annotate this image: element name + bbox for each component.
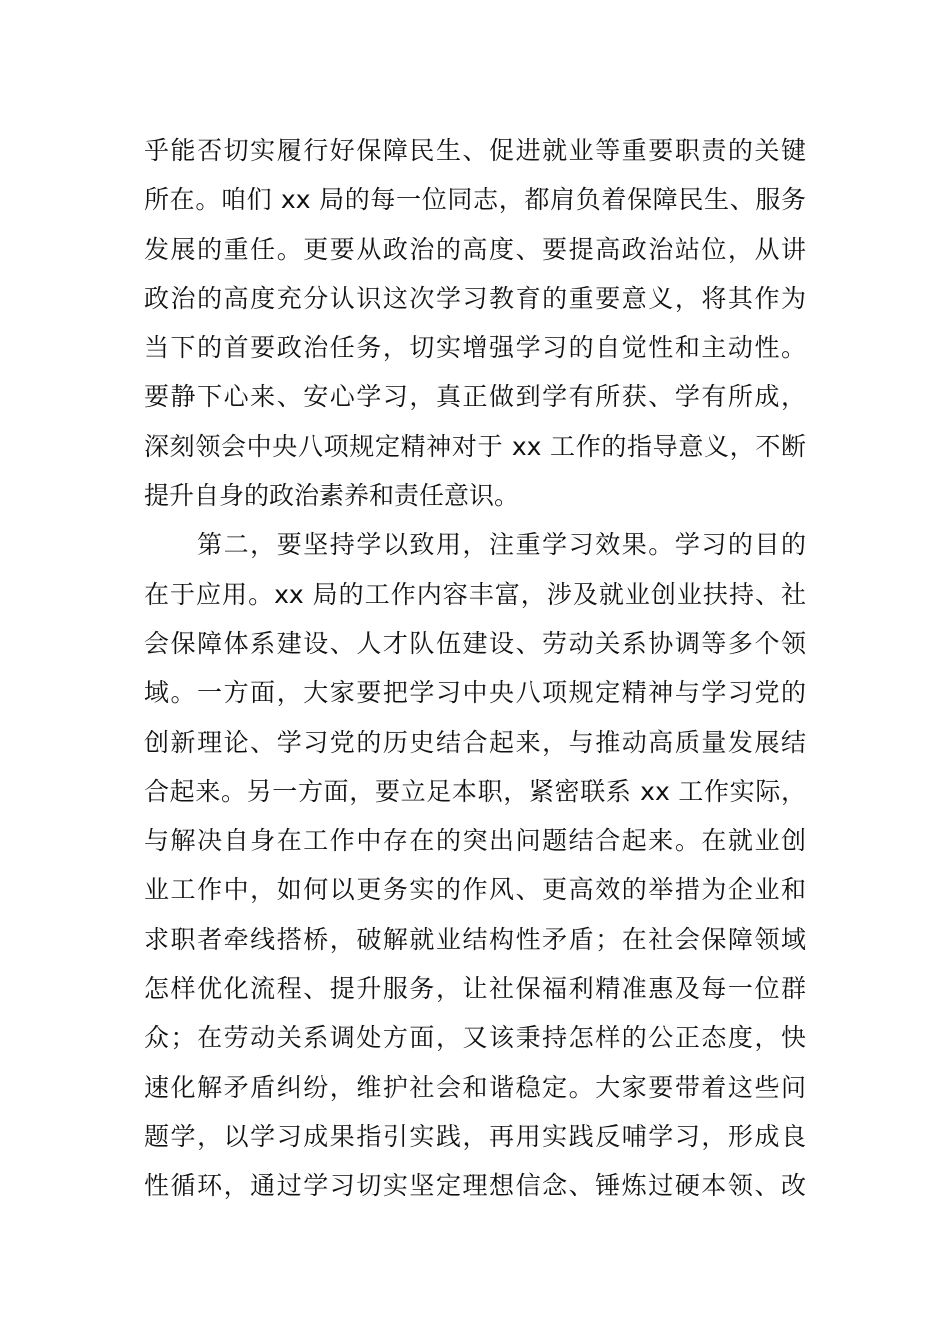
text-line: 第二，要坚持学以致用，注重学习效果。学习的目的 bbox=[144, 530, 806, 560]
text-line: 发展的重任。更要从政治的高度、要提高政治站位，从讲 bbox=[144, 234, 806, 264]
text-line: 题学，以学习成果指引实践，再用实践反哺学习，形成良 bbox=[144, 1121, 806, 1151]
text-line: 创新理论、学习党的历史结合起来，与推动高质量发展结 bbox=[144, 727, 806, 757]
text-line: 速化解矛盾纠纷，维护社会和谐稳定。大家要带着这些问 bbox=[144, 1072, 806, 1102]
text-line: 求职者牵线搭桥，破解就业结构性矛盾；在社会保障领域 bbox=[144, 924, 806, 954]
text-line: 在于应用。xx 局的工作内容丰富，涉及就业创业扶持、社 bbox=[144, 579, 806, 609]
text-line: 所在。咱们 xx 局的每一位同志，都肩负着保障民生、服务 bbox=[144, 185, 806, 215]
text-line: 深刻领会中央八项规定精神对于 xx 工作的指导意义，不断 bbox=[144, 431, 806, 461]
text-line: 乎能否切实履行好保障民生、促进就业等重要职责的关键 bbox=[144, 136, 806, 165]
text-line: 怎样优化流程、提升服务，让社保福利精准惠及每一位群 bbox=[144, 974, 806, 1004]
text-line: 会保障体系建设、人才队伍建设、劳动关系协调等多个领 bbox=[144, 628, 806, 658]
body-text bbox=[144, 126, 806, 1211]
text-line: 要静下心来、安心学习，真正做到学有所获、学有所成， bbox=[144, 382, 806, 412]
text-line: 当下的首要政治任务，切实增强学习的自觉性和主动性。 bbox=[144, 333, 806, 363]
text-line: 众；在劳动关系调处方面，又该秉持怎样的公正态度，快 bbox=[144, 1023, 806, 1053]
text-line: 业工作中，如何以更务实的作风、更高效的举措为企业和 bbox=[144, 875, 806, 905]
text-line: 性循环，通过学习切实坚定理想信念、锤炼过硬本领、改 bbox=[144, 1171, 806, 1201]
text-line: 与解决自身在工作中存在的突出问题结合起来。在就业创 bbox=[144, 826, 806, 856]
text-line: 提升自身的政治素养和责任意识。 bbox=[144, 481, 520, 511]
text-line: 域。一方面，大家要把学习中央八项规定精神与学习党的 bbox=[144, 678, 806, 708]
text-line: 政治的高度充分认识这次学习教育的重要意义，将其作为 bbox=[144, 283, 806, 313]
text-line: 合起来。另一方面，要立足本职，紧密联系 xx 工作实际， bbox=[144, 776, 806, 806]
